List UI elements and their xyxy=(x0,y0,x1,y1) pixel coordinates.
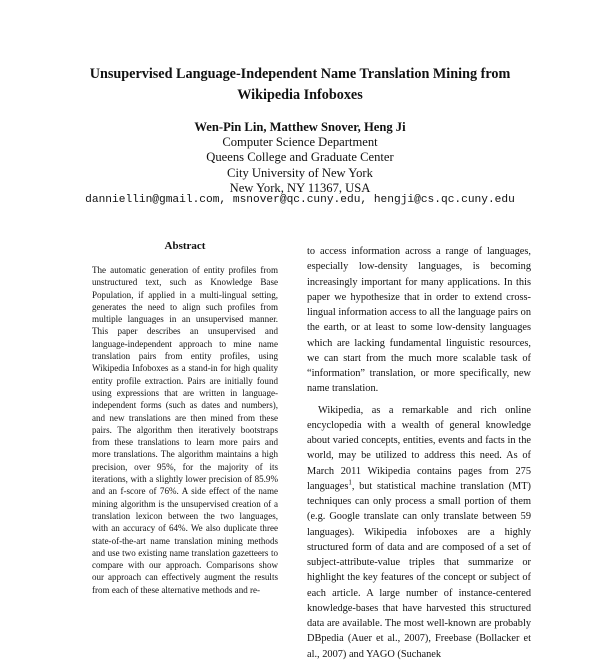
abstract-text: The automatic generation of entity profiles from unstructured text, such as Knowledge Base Population, if applied in a multi-lingual setting, generates the need to align such profiles from multiple languages in an unsupervised manner. This paper describes an unsupervised and language-independent approach to mine name translation pairs from entity profiles, using Wikipedia Infoboxes as a stand-in for high quality entity profile extraction. Pairs are initially found using expressions that are written in language-independent forms (such as dates and numbers), and new translations are then mined from these pairs. The algorithm then iteratively bootstraps from these translations to learn more pairs and more translations. The algorithm maintains a high precision, over 95%, for the majority of its iterations, with a slightly lower precision of 85.9% and an f-score of 76%. A side effect of the name mining algorithm is the unsupervised creation of a translation lexicon between the two languages, with an accuracy of 64%. We also duplicate three state-of-the-art name translation mining methods and use two existing name translation gazetteers to compare with our approach. Comparisons show our approach can effectively augment the results from each of these alternative methods and re- xyxy=(92,265,278,595)
footnote-marker: 1 xyxy=(348,478,352,487)
body-paragraph-1: to access information across a range of languages, especially low-density languages, is becoming increasingly important for many applications. In this paper we hypothesize that in order to extend cross-lingual information access to all the language pairs on the earth, or at least to some low-density languages which are lacking fundamental linguistic resources, we can start from the much more scalable task of “information” translation, or more specifically, new name translation. xyxy=(307,246,531,395)
affiliation-line-1: Computer Science Department xyxy=(222,135,378,150)
title-line-2: Wikipedia Infoboxes xyxy=(237,87,363,103)
paper-title xyxy=(40,64,560,106)
author-emails: danniellin@gmail.com, msnover@qc.cuny.edu, hengji@cs.qc.cuny.edu xyxy=(85,194,515,206)
affiliation-line-3: City University of New York xyxy=(227,165,373,180)
affiliation-line-4: New York, NY 11367, USA xyxy=(229,180,371,195)
body-paragraph-2-part-b: , but statistical machine translation (MT) techniques can only process a small portion of them (e.g. Google translate can only translate between 59 languages). Wikipedia infoboxes are a highly structured form of data and are composed of a set of subject-attribute-value triples that summarize or highlight the key features of the concept or subject of each article. A large number of instance-centered knowledge-bases that have harvested this structured data are available. The most well-known are probably DBpedia (Auer et al., 2007), Freebase (Bollacker et al., 2007) and YAGO (Suchanek xyxy=(307,480,531,660)
abstract-heading: Abstract xyxy=(164,240,206,252)
title-line-1: Unsupervised Language-Independent Name Translation Mining from xyxy=(89,66,511,82)
author-block xyxy=(40,120,560,196)
body-paragraph-2 xyxy=(307,403,531,662)
affiliation-line-2: Queens College and Graduate Center xyxy=(206,150,394,165)
body-paragraph-2-part-a: Wikipedia, as a remarkable and rich online encyclopedia with a wealth of general knowledge about varied concepts, entities, events and facts in the world, may be utilized to address this need. As of March 2011 Wikipedia contains pages from 275 languages xyxy=(307,404,531,492)
body-column-right xyxy=(307,244,531,662)
author-names: Wen-Pin Lin, Matthew Snover, Heng Ji xyxy=(194,120,406,134)
